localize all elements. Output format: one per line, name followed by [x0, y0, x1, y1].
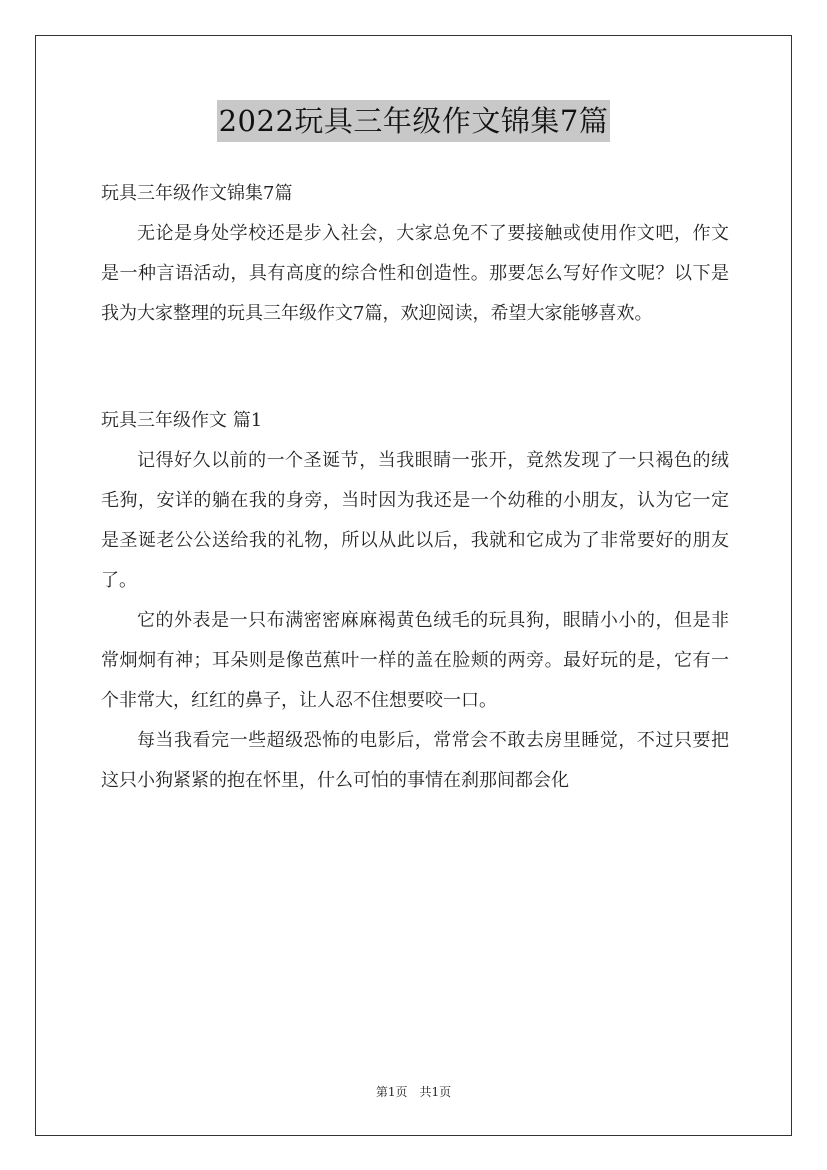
document-subtitle: 玩具三年级作文锦集7篇	[101, 183, 293, 204]
body-paragraph-3: 每当我看完一些超级恐怖的电影后，常常会不敢去房里睡觉，不过只要把这只小狗紧紧的抱在怀里，什么可怕的事情在刹那间都会化	[101, 730, 729, 791]
page-number: 第1页 共1页	[375, 1085, 452, 1099]
page-footer	[0, 1083, 827, 1101]
document-title: 2022玩具三年级作文锦集7篇	[217, 100, 611, 142]
body-paragraph-2: 它的外表是一只布满密密麻麻褐黄色绒毛的玩具狗，眼睛小小的，但是非常炯炯有神；耳朵则是像芭蕉叶一样的盖在脸颊的两旁。最好玩的是，它有一个非常大，红红的鼻子，让人忍不住想要咬一口。	[101, 610, 729, 711]
document-body	[101, 174, 729, 801]
body-paragraph-1: 记得好久以前的一个圣诞节，当我眼睛一张开，竟然发现了一只褐色的绒毛狗，安详的躺在我的身旁，当时因为我还是一个幼稚的小朋友，认为它一定是圣诞老公公送给我的礼物，所以从此以后，我就和它成为了非常要好的朋友了。	[101, 450, 729, 591]
intro-paragraph: 无论是身处学校还是步入社会，大家总免不了要接触或使用作文吧，作文是一种言语活动，具有高度的综合性和创造性。那要怎么写好作文呢？以下是我为大家整理的玩具三年级作文7篇，欢迎阅读，希望大家能够喜欢。	[101, 223, 729, 324]
title-container	[0, 100, 827, 142]
section-heading: 玩具三年级作文 篇1	[101, 410, 263, 431]
section-spacer	[101, 334, 729, 401]
